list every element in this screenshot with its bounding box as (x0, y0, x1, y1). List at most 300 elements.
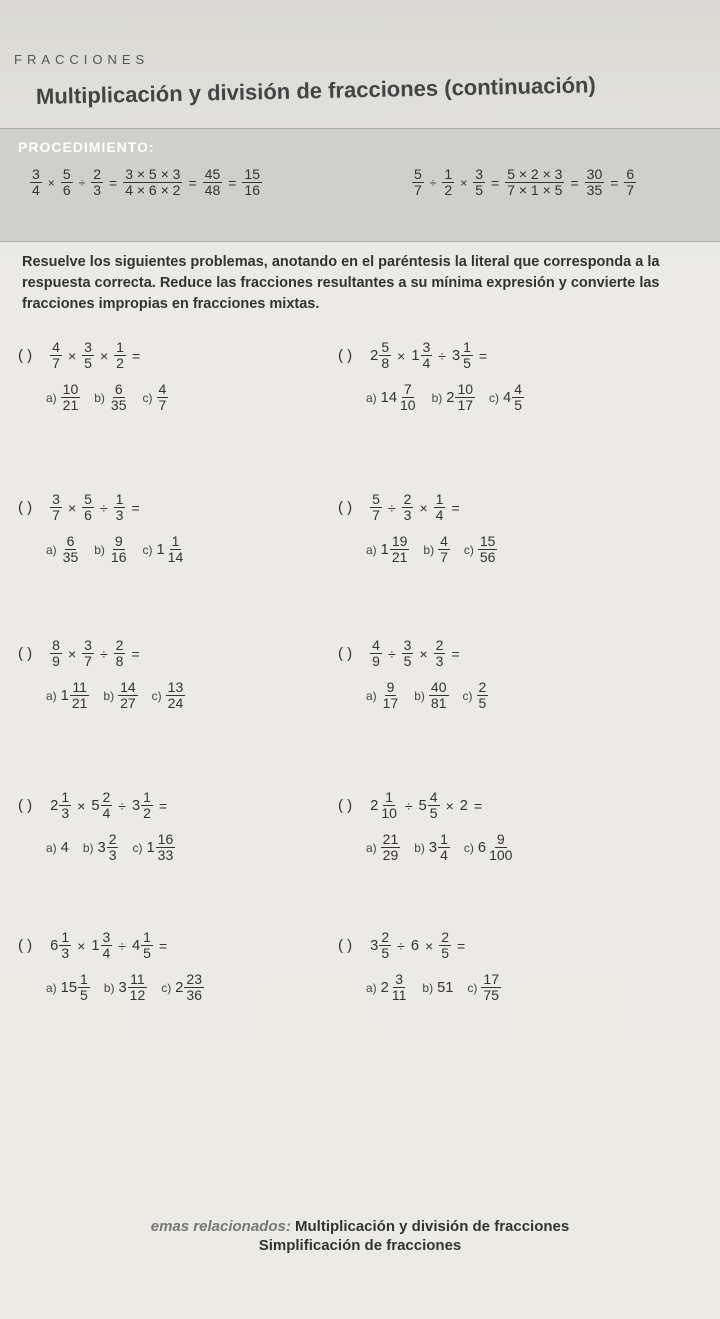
numerator: 2 (403, 491, 412, 507)
denominator: 17 (457, 397, 474, 414)
equals-sign: = (478, 347, 488, 364)
answer-option (46, 534, 80, 566)
denominator: 5 (478, 695, 487, 712)
problem-expression (338, 930, 501, 962)
numerator: 9 (386, 678, 395, 695)
operator: × (397, 347, 406, 364)
whole-part: 2 (446, 389, 455, 406)
denominator: 14 (167, 549, 184, 566)
related-topics-label: emas relacionados: (150, 1218, 291, 1235)
numerator: 4 (440, 532, 448, 549)
option-letter: c) (467, 980, 478, 995)
answer-parentheses: ( ) (18, 937, 33, 955)
mixed-number (61, 840, 69, 856)
mixed-number (61, 382, 81, 414)
instructions-text: Resuelve los siguientes problemas, anotando en el paréntesis la literal que corresponda a la respuesta correcta. Reduce las fracciones resultantes a su mínima expresión y convierte las fracciones impropias en fracciones mixtas. (22, 254, 660, 313)
fraction (428, 790, 440, 822)
whole-number: 2 (459, 797, 468, 814)
fraction (478, 534, 498, 566)
option-letter: a) (46, 980, 57, 995)
answer-parentheses: ( ) (18, 347, 33, 365)
option-letter: b) (414, 840, 425, 855)
numerator: 1 (80, 970, 88, 987)
numerator: 21 (382, 830, 399, 847)
problem-expression (18, 638, 185, 670)
numerator: 3 (422, 339, 431, 355)
numerator: 2 (435, 637, 444, 653)
fraction (505, 167, 564, 199)
mixed-number (381, 534, 410, 566)
answer-option (489, 382, 524, 414)
denominator: 7 (414, 182, 422, 199)
answer-option (423, 534, 449, 566)
numerator: 3 (102, 929, 111, 945)
whole-part: 2 (370, 797, 379, 814)
option-letter: b) (82, 840, 94, 855)
denominator: 5 (381, 945, 390, 962)
answer-option (143, 534, 186, 566)
denominator: 3 (108, 847, 117, 864)
denominator: 5 (429, 805, 438, 822)
denominator: 36 (186, 987, 202, 1004)
numerator: 40 (430, 678, 447, 695)
answer-options (366, 534, 497, 566)
mixed-number (61, 534, 81, 566)
numerator: 4 (158, 380, 167, 397)
fraction (455, 382, 475, 414)
fraction (473, 167, 485, 199)
answer-parentheses: ( ) (338, 499, 353, 517)
answer-option (132, 832, 175, 864)
fraction (412, 167, 424, 199)
answer-option (366, 382, 418, 414)
problem-item (338, 492, 497, 566)
fraction (61, 382, 81, 414)
fraction (481, 972, 501, 1004)
answer-option (46, 972, 90, 1004)
numerator: 9 (114, 532, 123, 549)
answer-option (83, 832, 119, 864)
numerator: 1 (143, 789, 151, 805)
operator: × (99, 347, 109, 364)
fraction (157, 382, 169, 414)
whole-part: 3 (97, 839, 106, 856)
fraction (109, 382, 129, 414)
problem-item (338, 340, 524, 414)
answer-option (464, 534, 498, 566)
denominator: 3 (115, 507, 124, 524)
numerator: 30 (586, 166, 603, 182)
problem-expression (18, 930, 204, 962)
fraction (381, 680, 401, 712)
operator: ÷ (404, 797, 413, 814)
mixed-number (50, 930, 71, 962)
numerator: 5 (381, 339, 390, 355)
fraction (128, 972, 148, 1004)
answer-option (46, 680, 89, 712)
mixed-number (109, 534, 129, 566)
mixed-number (61, 680, 90, 712)
denominator: 5 (514, 397, 522, 414)
numerator: 3 × 5 × 3 (125, 166, 181, 182)
denominator: 16 (244, 182, 260, 199)
operator: × (419, 499, 428, 516)
mixed-number (481, 972, 501, 1004)
equals-sign: = (610, 174, 619, 191)
numerator: 2 (102, 789, 111, 805)
numerator: 11 (130, 970, 145, 987)
denominator: 48 (204, 182, 221, 199)
denominator: 5 (80, 987, 88, 1004)
denominator: 7 (84, 653, 92, 670)
numerator: 19 (391, 532, 408, 549)
procedure-box (0, 128, 720, 242)
option-letter: c) (151, 688, 162, 703)
numerator: 1 (143, 929, 151, 945)
operator: × (460, 175, 468, 190)
denominator: 6 (62, 182, 71, 199)
numerator: 23 (186, 970, 202, 987)
denominator: 7 (52, 355, 60, 372)
option-letter: c) (463, 840, 474, 855)
answer-options (366, 382, 524, 414)
fraction (114, 340, 126, 372)
fraction (141, 790, 153, 822)
fraction (512, 382, 524, 414)
fraction (109, 534, 129, 566)
answer-parentheses: ( ) (18, 499, 33, 517)
whole-part: 4 (503, 389, 512, 406)
answer-option (366, 534, 409, 566)
fraction (156, 832, 176, 864)
equals-sign: = (131, 499, 140, 516)
operator: ÷ (387, 645, 396, 662)
denominator: 7 (52, 507, 60, 524)
mixed-number (166, 680, 186, 712)
fraction (434, 638, 446, 670)
denominator: 7 (626, 182, 635, 199)
mixed-number (175, 972, 204, 1004)
option-letter: c) (161, 980, 172, 995)
problem-expression (18, 492, 185, 524)
answer-option (94, 382, 128, 414)
numerator: 15 (244, 166, 260, 182)
problem-expression (18, 340, 168, 372)
fraction (402, 638, 414, 670)
denominator: 27 (120, 695, 136, 712)
operator: × (47, 175, 55, 190)
mixed-number (132, 930, 153, 962)
fraction (166, 680, 186, 712)
mixed-number (118, 680, 138, 712)
answer-options (366, 972, 501, 1004)
whole-part: 1 (380, 541, 389, 558)
denominator: 5 (441, 945, 449, 962)
denominator: 81 (430, 695, 447, 712)
denominator: 3 (61, 945, 70, 962)
numerator: 1 (61, 789, 70, 805)
denominator: 11 (391, 987, 407, 1004)
equals-sign: = (451, 499, 460, 516)
numerator: 3 (52, 491, 60, 507)
problem-item (18, 340, 168, 414)
numerator: 1 (463, 339, 471, 355)
denominator: 3 (61, 805, 70, 822)
option-letter: c) (132, 840, 143, 855)
operator: × (425, 937, 434, 954)
fraction (101, 930, 113, 962)
fraction (166, 534, 186, 566)
mixed-number (91, 930, 112, 962)
whole-part: 2 (50, 797, 59, 814)
whole-part: 4 (60, 839, 69, 856)
answer-option (152, 680, 186, 712)
denominator: 6 (84, 507, 92, 524)
fraction (114, 638, 126, 670)
answer-option (103, 680, 137, 712)
whole-part: 3 (131, 797, 141, 814)
denominator: 4 (440, 847, 448, 864)
answer-option (432, 382, 475, 414)
option-letter: a) (366, 390, 377, 405)
mixed-number (438, 534, 450, 566)
answer-parentheses: ( ) (338, 645, 353, 663)
numerator: 1 (444, 166, 453, 182)
numerator: 1 (385, 789, 394, 805)
whole-part: 3 (118, 979, 127, 996)
option-letter: a) (46, 542, 57, 557)
answer-parentheses: ( ) (18, 645, 33, 663)
answer-option (414, 832, 450, 864)
denominator: 2 (143, 805, 151, 822)
numerator: 1 (435, 491, 444, 507)
equals-sign: = (131, 347, 141, 364)
fraction (203, 167, 223, 199)
problem-expression (18, 790, 175, 822)
denominator: 5 (84, 355, 92, 372)
option-letter: a) (366, 840, 377, 855)
mixed-number (429, 680, 449, 712)
numerator: 2 (115, 637, 124, 653)
whole-part: 3 (451, 347, 461, 364)
fraction (70, 680, 90, 712)
numerator: 2 (441, 929, 449, 945)
numerator: 5 (84, 491, 92, 507)
option-letter: b) (94, 542, 105, 557)
numerator: 5 (372, 491, 380, 507)
whole-part: 5 (91, 797, 100, 814)
answer-parentheses: ( ) (18, 797, 33, 815)
whole-part: 2 (370, 347, 379, 364)
fraction (381, 832, 401, 864)
denominator: 12 (129, 987, 146, 1004)
whole-part: 51 (437, 979, 454, 996)
denominator: 3 (435, 653, 444, 670)
mixed-number (118, 972, 147, 1004)
fraction (114, 492, 126, 524)
fraction (624, 167, 636, 199)
denominator: 29 (382, 847, 399, 864)
denominator: 21 (391, 549, 408, 566)
option-letter: c) (142, 542, 153, 557)
equals-sign: = (158, 937, 168, 954)
fraction (242, 167, 262, 199)
mixed-number (478, 534, 498, 566)
denominator: 35 (62, 549, 79, 566)
fraction (442, 167, 454, 199)
answer-parentheses: ( ) (338, 347, 353, 365)
whole-part: 1 (146, 839, 155, 856)
numerator: 11 (72, 678, 87, 695)
mixed-number (132, 790, 153, 822)
denominator: 35 (586, 182, 603, 199)
mixed-number (452, 340, 473, 372)
denominator: 3 (403, 507, 412, 524)
fraction (91, 167, 103, 199)
denominator: 100 (489, 847, 513, 864)
whole-part: 1 (91, 937, 100, 954)
denominator: 4 (32, 182, 40, 199)
fraction (82, 340, 94, 372)
numerator: 2 (93, 166, 101, 182)
numerator: 3 (475, 166, 483, 182)
denominator: 16 (110, 549, 127, 566)
whole-part: 6 (477, 839, 487, 856)
numerator: 8 (52, 637, 60, 653)
fraction (438, 832, 450, 864)
fraction (118, 680, 138, 712)
numerator: 3 (32, 166, 40, 182)
numerator: 1 (116, 339, 124, 355)
fraction (398, 382, 418, 414)
operator: ÷ (387, 499, 396, 516)
problem-expression (338, 492, 497, 524)
fraction (107, 832, 119, 864)
whole-part: 14 (380, 389, 398, 406)
denominator: 5 (475, 182, 483, 199)
procedure-label: PROCEDIMIENTO: (18, 139, 155, 155)
equals-sign: = (228, 174, 237, 191)
fraction (123, 167, 182, 199)
whole-part: 15 (60, 979, 78, 996)
fraction (50, 492, 62, 524)
problem-item (18, 930, 204, 1004)
denominator: 8 (381, 355, 390, 372)
mixed-number (446, 382, 475, 414)
operator: ÷ (397, 937, 405, 954)
numerator: 17 (483, 970, 499, 987)
denominator: 33 (157, 847, 174, 864)
denominator: 8 (115, 653, 124, 670)
answer-option (414, 680, 448, 712)
numerator: 1 (115, 491, 124, 507)
fraction (379, 340, 391, 372)
problem-expression (338, 340, 524, 372)
numerator: 45 (204, 166, 221, 182)
operator: × (419, 645, 428, 662)
fraction (379, 790, 399, 822)
operator: × (77, 937, 86, 954)
answer-option (161, 972, 204, 1004)
denominator: 35 (110, 397, 127, 414)
fraction (141, 930, 153, 962)
mixed-number (503, 382, 524, 414)
example-1 (30, 167, 262, 199)
operator: ÷ (99, 499, 108, 516)
numerator: 5 × 2 × 3 (507, 166, 563, 182)
denominator: 10 (400, 397, 416, 414)
numerator: 6 (66, 532, 75, 549)
whole-part: 1 (411, 347, 420, 364)
answer-option (94, 534, 128, 566)
numerator: 1 (440, 830, 448, 847)
problem-item (338, 638, 488, 712)
mixed-number (381, 680, 401, 712)
fraction (438, 534, 450, 566)
equals-sign: = (109, 174, 118, 191)
problem-item (18, 638, 185, 712)
numerator: 13 (167, 678, 184, 695)
answer-parentheses: ( ) (338, 937, 353, 955)
fraction (379, 930, 391, 962)
mixed-number (370, 340, 391, 372)
fraction (370, 492, 382, 524)
denominator: 5 (463, 355, 471, 372)
page-title: Multiplicación y división de fracciones (continuación) (35, 72, 597, 109)
numerator: 2 (478, 678, 487, 695)
equals-sign: = (473, 797, 483, 814)
denominator: 4 (102, 945, 111, 962)
answer-option (366, 972, 408, 1004)
fraction (30, 167, 42, 199)
mixed-number (50, 790, 71, 822)
mixed-number (381, 972, 409, 1004)
whole-part: 2 (175, 979, 184, 996)
fraction (184, 972, 204, 1004)
equals-sign: = (451, 645, 460, 662)
numerator: 3 (84, 339, 92, 355)
fraction (61, 167, 73, 199)
denominator: 7 × 1 × 5 (507, 182, 563, 199)
fraction (59, 790, 71, 822)
operator: ÷ (78, 175, 86, 190)
option-letter: b) (423, 542, 435, 557)
numerator: 10 (62, 380, 79, 397)
answer-option (366, 832, 400, 864)
numerator: 2 (108, 830, 117, 847)
numerator: 16 (157, 830, 174, 847)
denominator: 21 (71, 695, 88, 712)
numerator: 1 (61, 929, 70, 945)
whole-part: 1 (156, 541, 165, 558)
option-letter: a) (46, 688, 57, 703)
option-letter: a) (46, 840, 57, 855)
numerator: 4 (429, 789, 438, 805)
numerator: 5 (414, 166, 422, 182)
whole-part: 5 (418, 797, 427, 814)
option-letter: b) (422, 980, 434, 995)
answer-option (143, 382, 169, 414)
operator: × (67, 499, 77, 516)
fraction (461, 340, 473, 372)
whole-part: 3 (370, 937, 379, 954)
mixed-number (381, 832, 401, 864)
operator: ÷ (438, 347, 446, 364)
fraction (59, 930, 71, 962)
option-letter: b) (103, 980, 115, 995)
numerator: 9 (496, 830, 505, 847)
footer (0, 1216, 720, 1256)
